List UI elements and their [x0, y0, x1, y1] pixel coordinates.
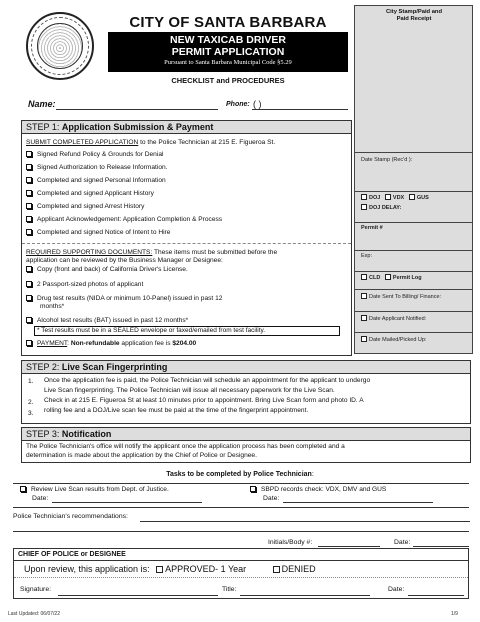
step3-number: STEP 3: [26, 429, 62, 439]
stamp-title: City Stamp/Paid and Paid Receipt [385, 9, 443, 22]
livescan-date-label: Date: [32, 495, 49, 502]
submit-instruction [26, 139, 275, 147]
permit-log-label: Permit Log [392, 275, 422, 281]
step3-header [22, 428, 470, 441]
sidebar-divider [355, 332, 472, 333]
date-mailed-label: Date Mailed/Picked Up: [369, 337, 427, 343]
sidebar-divider [355, 250, 472, 251]
review-row [24, 564, 316, 574]
livescan-date-field[interactable] [52, 502, 202, 503]
step3-section [21, 427, 471, 463]
checkbox[interactable] [26, 190, 32, 196]
step2-line: Check in at 215 E. Figueroa St at least 10 minutes prior to appointment. Bring Live Scan form and photo ID. A [44, 397, 364, 404]
step2-number: STEP 2: [26, 362, 62, 372]
item-label: Completed and signed Personal Information [37, 177, 166, 184]
sealed-envelope-note: * Test results must be in a SEALED envelope or faxed/emailed from test facility. [34, 326, 340, 336]
tasks-heading [110, 471, 370, 478]
gus-checkbox[interactable] [409, 194, 415, 200]
submit-heading: SUBMIT COMPLETED APPLICATION [26, 139, 139, 146]
doc-item[interactable] [26, 317, 188, 324]
signature-label: Signature: [20, 586, 51, 593]
cld-row [361, 274, 422, 281]
item-label: Copy (front and back) of California Driver's License. [37, 266, 188, 273]
tasks-title: Tasks to be completed by Police Technician [166, 471, 312, 478]
item-label: Drug test results (NIDA or minimum 10-Panel) issued in past 12 [37, 295, 223, 302]
checkbox[interactable] [250, 486, 256, 492]
doj-delay-row [361, 204, 401, 211]
item-label: Alcohol test results (BAT) issued in past 12 months* [37, 317, 189, 324]
step1-title: Application Submission & Payment [61, 122, 214, 132]
recommendations-label: Police Technician's recommendations: [13, 513, 128, 520]
form-title-line1: NEW TAXICAB DRIVER [170, 34, 286, 46]
initials-label: Initials/Body #: [268, 539, 313, 546]
sbpd-date-field[interactable] [283, 502, 433, 503]
gus-label: GUS [416, 195, 429, 201]
required-docs-text-2: application can be reviewed by the Business Manager or Designee: [26, 257, 223, 264]
required-docs-heading: REQUIRED SUPPORTING DOCUMENTS: [26, 249, 153, 256]
step2-line: rolling fee and a DOJ/Live scan fee must be paid at the time of the fingerprint appointment. [44, 407, 309, 414]
required-docs-text: These items must be submitted before the [152, 249, 278, 256]
chief-divider [14, 577, 468, 578]
last-updated: Last Updated: 06/07/22 [8, 611, 60, 617]
step3-line: determination is made about the application by the Chief of Police or Designee. [26, 452, 257, 459]
payment-item[interactable] [26, 340, 196, 347]
step2-line: Once the application fee is paid, the Police Technician will schedule an appointment for the applicant to undergo [44, 377, 371, 384]
item-label: Completed and signed Notice of Intent to Hire [37, 229, 171, 236]
city-seal [26, 12, 94, 80]
payment-text: application fee is [119, 340, 173, 347]
sidebar-divider [355, 152, 472, 153]
date-stamp-label: Date Stamp (Rec'd ): [361, 157, 413, 163]
step1-section [21, 120, 352, 356]
checkbox[interactable] [26, 229, 32, 235]
checklist-item[interactable] [26, 216, 222, 223]
exp-label: Exp: [361, 253, 373, 259]
denied-checkbox[interactable] [273, 566, 280, 573]
initials-field[interactable] [318, 546, 380, 547]
step2-num-3: 3. [28, 410, 34, 417]
vdx-checkbox[interactable] [385, 194, 391, 200]
item-label: Signed Refund Policy & Grounds for Denial [37, 151, 164, 158]
chief-date-label: Date: [388, 586, 405, 593]
seal-emblem [37, 23, 83, 69]
cld-checkbox[interactable] [361, 274, 367, 280]
date-sent-checkbox[interactable] [361, 293, 367, 299]
date-notified-row [361, 315, 426, 322]
fee-amount: $204.00 [172, 340, 197, 347]
form-title-line2: PERMIT APPLICATION [171, 46, 285, 58]
recommendations-field[interactable] [140, 521, 470, 522]
checkbox[interactable] [26, 295, 32, 301]
sidebar-divider [355, 191, 472, 192]
page-number: 1/9 [451, 611, 458, 617]
item-label: Applicant Acknowledgement: Application Completion & Process [37, 216, 223, 223]
checkbox[interactable] [26, 317, 32, 323]
item-label: Completed and signed Applicant History [37, 190, 154, 197]
date-notified-label: Date Applicant Notified: [369, 316, 427, 322]
phone-value: ( ) [253, 99, 262, 109]
name-label: Name: [28, 99, 56, 109]
doj-checkbox[interactable] [361, 194, 367, 200]
title-field[interactable] [240, 595, 370, 596]
permit-label: Permit # [361, 225, 383, 231]
checkbox[interactable] [26, 151, 32, 157]
payment-colon: : [67, 340, 71, 347]
section-divider [22, 243, 351, 244]
step1-number: STEP 1: [26, 122, 62, 132]
item-label: 2 Passport-sized photos of applicant [37, 281, 144, 288]
tasks-colon: : [311, 471, 314, 478]
doc-item[interactable] [26, 281, 143, 288]
required-docs-instruction [26, 249, 277, 257]
initials-date-field[interactable] [413, 546, 469, 547]
date-mailed-checkbox[interactable] [361, 336, 367, 342]
step3-title: Notification [61, 429, 112, 439]
checkbox[interactable] [26, 177, 32, 183]
sidebar-divider [355, 222, 472, 223]
form-title-box [108, 32, 348, 72]
city-title: CITY OF SANTA BARBARA [129, 14, 327, 31]
doj-row [361, 194, 429, 201]
step2-section [21, 360, 471, 424]
checklist-heading: CHECKLIST and PROCEDURES [171, 76, 285, 85]
office-use-sidebar [354, 5, 473, 354]
chief-section [13, 548, 469, 599]
checklist-item[interactable] [26, 203, 144, 210]
checkbox[interactable] [26, 340, 32, 346]
submit-text: to the Police Technician at 215 E. Figueroa St. [138, 139, 276, 146]
doc-item[interactable] [26, 295, 222, 302]
approved-checkbox[interactable] [156, 566, 163, 573]
denied-label: DENIED [281, 564, 316, 574]
step2-header [22, 361, 470, 374]
review-label: Upon review, this application is: [24, 564, 150, 574]
chief-date-field[interactable] [408, 595, 464, 596]
checklist-item[interactable] [26, 151, 163, 158]
date-sent-label: Date Sent To Billing/ Finance: [369, 294, 442, 300]
item-label: Signed Authorization to Release Information. [37, 164, 168, 171]
title-label: Title: [222, 586, 237, 593]
chief-divider [14, 560, 468, 561]
checkbox[interactable] [26, 216, 32, 222]
sidebar-divider [355, 271, 472, 272]
name-field[interactable] [56, 109, 218, 110]
sidebar-divider [355, 311, 472, 312]
sidebar-divider [355, 289, 472, 290]
phone-label: Phone: [226, 101, 250, 108]
date-notified-checkbox[interactable] [361, 315, 367, 321]
initials-date-label: Date: [394, 539, 411, 546]
checkbox[interactable] [20, 486, 26, 492]
step1-header [22, 121, 351, 134]
vdx-label: VDX [392, 195, 405, 201]
doj-delay-label: DOJ DELAY: [369, 205, 402, 211]
livescan-task[interactable] [20, 486, 169, 493]
step2-num-1: 1. [28, 378, 34, 385]
doj-label: DOJ [369, 195, 381, 201]
approved-label: APPROVED- 1 Year [165, 564, 247, 574]
tasks-divider [13, 483, 469, 484]
checklist-item[interactable] [26, 190, 154, 197]
date-mailed-row [361, 336, 426, 343]
checklist-item[interactable] [26, 177, 166, 184]
drug-test-cont: months* [40, 303, 65, 310]
doj-delay-checkbox[interactable] [361, 204, 367, 210]
step2-num-2: 2. [28, 399, 34, 406]
phone-field[interactable] [252, 109, 348, 110]
checklist-item[interactable] [26, 229, 170, 236]
payment-heading: PAYMENT [37, 340, 68, 347]
step2-title: Live Scan Fingerprinting [61, 362, 168, 372]
sbpd-task[interactable] [250, 486, 386, 493]
sbpd-date-label: Date: [263, 495, 280, 502]
chief-title: CHIEF OF POLICE or DESIGNEE [18, 551, 126, 558]
signature-field[interactable] [58, 595, 218, 596]
doc-item[interactable] [26, 266, 188, 273]
recommendations-line-2[interactable] [13, 531, 469, 532]
checkbox[interactable] [26, 281, 32, 287]
item-label: Completed and signed Arrest History [37, 203, 145, 210]
date-sent-row [361, 293, 441, 300]
checklist-item[interactable] [26, 164, 168, 171]
step2-line: Live Scan fingerprinting. The Police Technician will issue all necessary paperwork for the Live Scan. [44, 387, 335, 394]
cld-label: CLD [369, 275, 381, 281]
checkbox[interactable] [26, 203, 32, 209]
task-label: SBPD records check: VDX, DMV and GUS [261, 486, 387, 493]
checkbox[interactable] [26, 164, 32, 170]
permit-log-checkbox[interactable] [385, 274, 391, 280]
code-reference: Pursuant to Santa Barbara Municipal Code §5.29 [164, 59, 292, 66]
tasks-divider [13, 507, 469, 508]
task-label: Review Live Scan results from Dept. of Justice. [31, 486, 169, 493]
step3-line: The Police Technician's office will notify the applicant once the application process has been completed and a [26, 443, 345, 450]
non-refundable-text: Non-refundable [70, 340, 120, 347]
checkbox[interactable] [26, 266, 32, 272]
